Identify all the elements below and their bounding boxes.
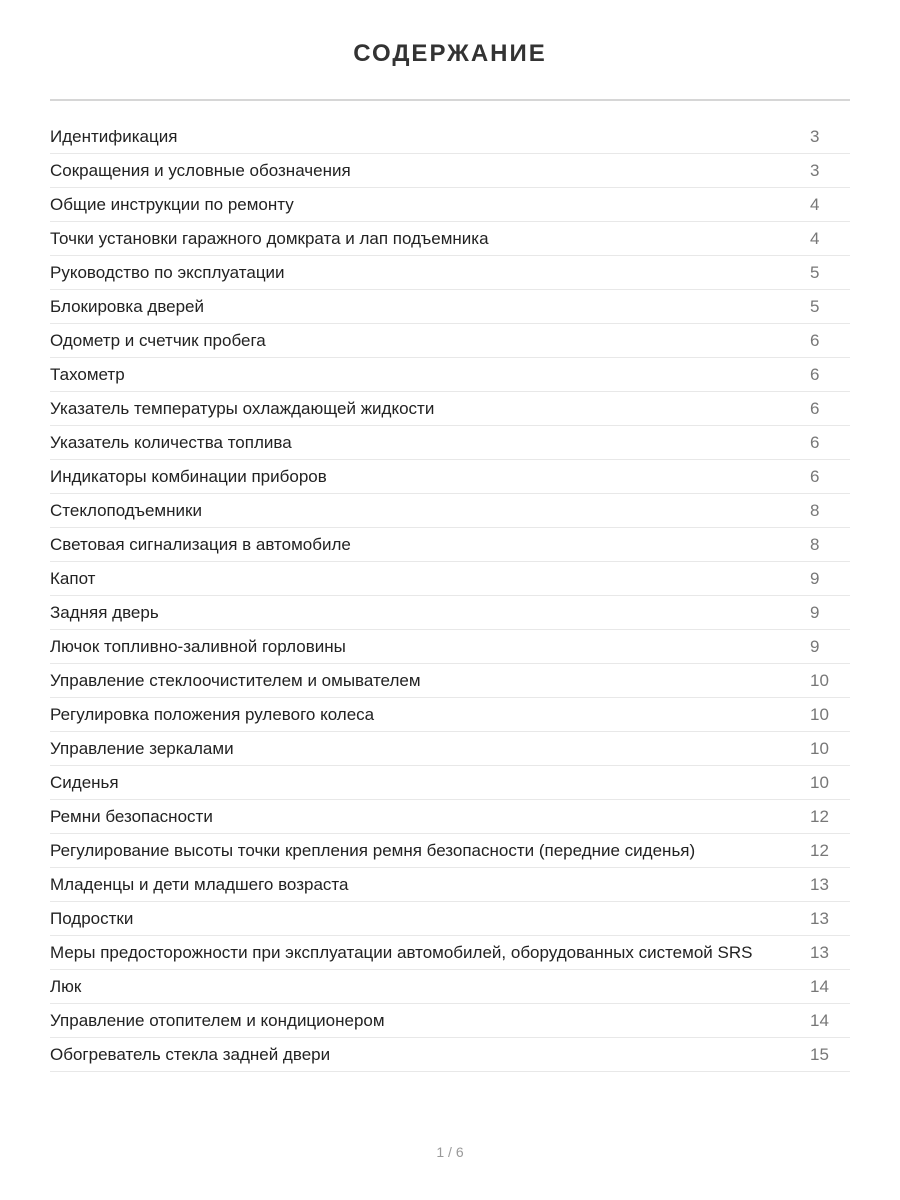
- toc-entry[interactable]: [50, 324, 850, 358]
- toc-entry[interactable]: [50, 970, 850, 1004]
- toc-entry[interactable]: [50, 664, 850, 698]
- toc-entry-page-number: 10: [810, 739, 829, 758]
- toc-entry-title: Указатель количества топлива: [50, 433, 292, 452]
- toc-entry[interactable]: [50, 902, 850, 936]
- toc-entry-page-number: 6: [810, 365, 820, 384]
- toc-entry-page-number: 12: [810, 841, 829, 860]
- toc-entry[interactable]: [50, 290, 850, 324]
- toc-entry[interactable]: [50, 698, 850, 732]
- toc-entry-page-number: 4: [810, 229, 820, 248]
- toc-entry-title: Люк: [50, 977, 82, 996]
- toc-entry-page-number: 3: [810, 161, 820, 180]
- toc-entry-title: Младенцы и дети младшего возраста: [50, 875, 349, 894]
- toc-entry-title: Указатель температуры охлаждающей жидкости: [50, 399, 435, 418]
- toc-entry[interactable]: [50, 222, 850, 256]
- toc-entry-title: Капот: [50, 569, 96, 588]
- toc-entry-title: Регулирование высоты точки крепления ремня безопасности (передние сиденья): [50, 841, 696, 860]
- toc-entry-title: Задняя дверь: [50, 603, 159, 622]
- toc-entry[interactable]: [50, 732, 850, 766]
- toc-entry-title: Стеклоподъемники: [50, 501, 202, 520]
- toc-entry[interactable]: [50, 460, 850, 494]
- toc-entry[interactable]: [50, 256, 850, 290]
- toc-entry-page-number: 13: [810, 943, 829, 962]
- toc-entry-page-number: 9: [810, 569, 820, 588]
- toc-entry-page-number: 8: [810, 535, 820, 554]
- toc-entry[interactable]: [50, 562, 850, 596]
- toc-entry-title: Обогреватель стекла задней двери: [50, 1045, 331, 1064]
- toc-entry-page-number: 4: [810, 195, 820, 214]
- toc-entry[interactable]: [50, 630, 850, 664]
- toc-entry[interactable]: [50, 494, 850, 528]
- toc-entry-page-number: 6: [810, 331, 820, 350]
- toc-entry-page-number: 10: [810, 705, 829, 724]
- toc-entry-page-number: 5: [810, 297, 820, 316]
- toc-entry-title: Тахометр: [50, 365, 125, 384]
- toc-entry-title: Руководство по эксплуатации: [50, 263, 285, 282]
- toc-entry-page-number: 13: [810, 909, 829, 928]
- toc-entry-title: Одометр и счетчик пробега: [50, 331, 266, 350]
- toc-entry-page-number: 10: [810, 671, 829, 690]
- toc-entry[interactable]: [50, 426, 850, 460]
- toc-entry-title: Индикаторы комбинации приборов: [50, 467, 327, 486]
- toc-entry-page-number: 13: [810, 875, 829, 894]
- toc-entry-page-number: 14: [810, 1011, 829, 1030]
- toc-entry[interactable]: [50, 766, 850, 800]
- toc-entry-page-number: 6: [810, 433, 820, 452]
- page-indicator: 1 / 6: [436, 1144, 464, 1160]
- toc-entry-title: Общие инструкции по ремонту: [50, 195, 294, 214]
- toc-entry-page-number: 9: [810, 603, 820, 622]
- toc-entry-title: Лючок топливно-заливной горловины: [50, 637, 346, 656]
- toc-entry[interactable]: [50, 120, 850, 154]
- toc-entry-title: Сиденья: [50, 773, 119, 792]
- toc-entry-title: Подростки: [50, 909, 134, 928]
- toc-entry-title: Управление стеклоочистителем и омывателем: [50, 671, 421, 690]
- page-title: СОДЕРЖАНИЕ: [353, 40, 547, 67]
- toc-entry[interactable]: [50, 1038, 850, 1072]
- toc-entry-page-number: 6: [810, 467, 820, 486]
- toc-entry[interactable]: [50, 1004, 850, 1038]
- toc-entry-page-number: 15: [810, 1045, 829, 1064]
- toc-entry-title: Точки установки гаражного домкрата и лап подъемника: [50, 229, 489, 248]
- toc-entry[interactable]: [50, 392, 850, 426]
- toc-entry-title: Меры предосторожности при эксплуатации автомобилей, оборудованных системой SRS: [50, 943, 753, 962]
- title-divider: [50, 99, 850, 101]
- toc-entry[interactable]: [50, 188, 850, 222]
- toc-entry-page-number: 10: [810, 773, 829, 792]
- toc-entry[interactable]: [50, 596, 850, 630]
- toc-entry-title: Управление отопителем и кондиционером: [50, 1011, 385, 1030]
- toc-entry[interactable]: [50, 936, 850, 970]
- toc-entry-title: Управление зеркалами: [50, 739, 234, 758]
- toc-entry[interactable]: [50, 528, 850, 562]
- toc-entry-page-number: 3: [810, 127, 820, 146]
- toc-entry-page-number: 14: [810, 977, 829, 996]
- toc-entry-page-number: 8: [810, 501, 820, 520]
- table-of-contents: [50, 120, 850, 1072]
- toc-entry-title: Световая сигнализация в автомобиле: [50, 535, 351, 554]
- toc-entry[interactable]: [50, 868, 850, 902]
- toc-entry-title: Идентификация: [50, 127, 178, 146]
- toc-entry-page-number: 6: [810, 399, 820, 418]
- toc-entry[interactable]: [50, 358, 850, 392]
- toc-entry-title: Регулировка положения рулевого колеса: [50, 705, 375, 724]
- toc-entry-page-number: 12: [810, 807, 829, 826]
- toc-entry-title: Блокировка дверей: [50, 297, 205, 316]
- toc-entry-title: Ремни безопасности: [50, 807, 213, 826]
- toc-entry[interactable]: [50, 154, 850, 188]
- toc-entry-page-number: 5: [810, 263, 820, 282]
- toc-entry-page-number: 9: [810, 637, 820, 656]
- toc-entry-title: Сокращения и условные обозначения: [50, 161, 351, 180]
- toc-entry[interactable]: [50, 800, 850, 834]
- toc-entry[interactable]: [50, 834, 850, 868]
